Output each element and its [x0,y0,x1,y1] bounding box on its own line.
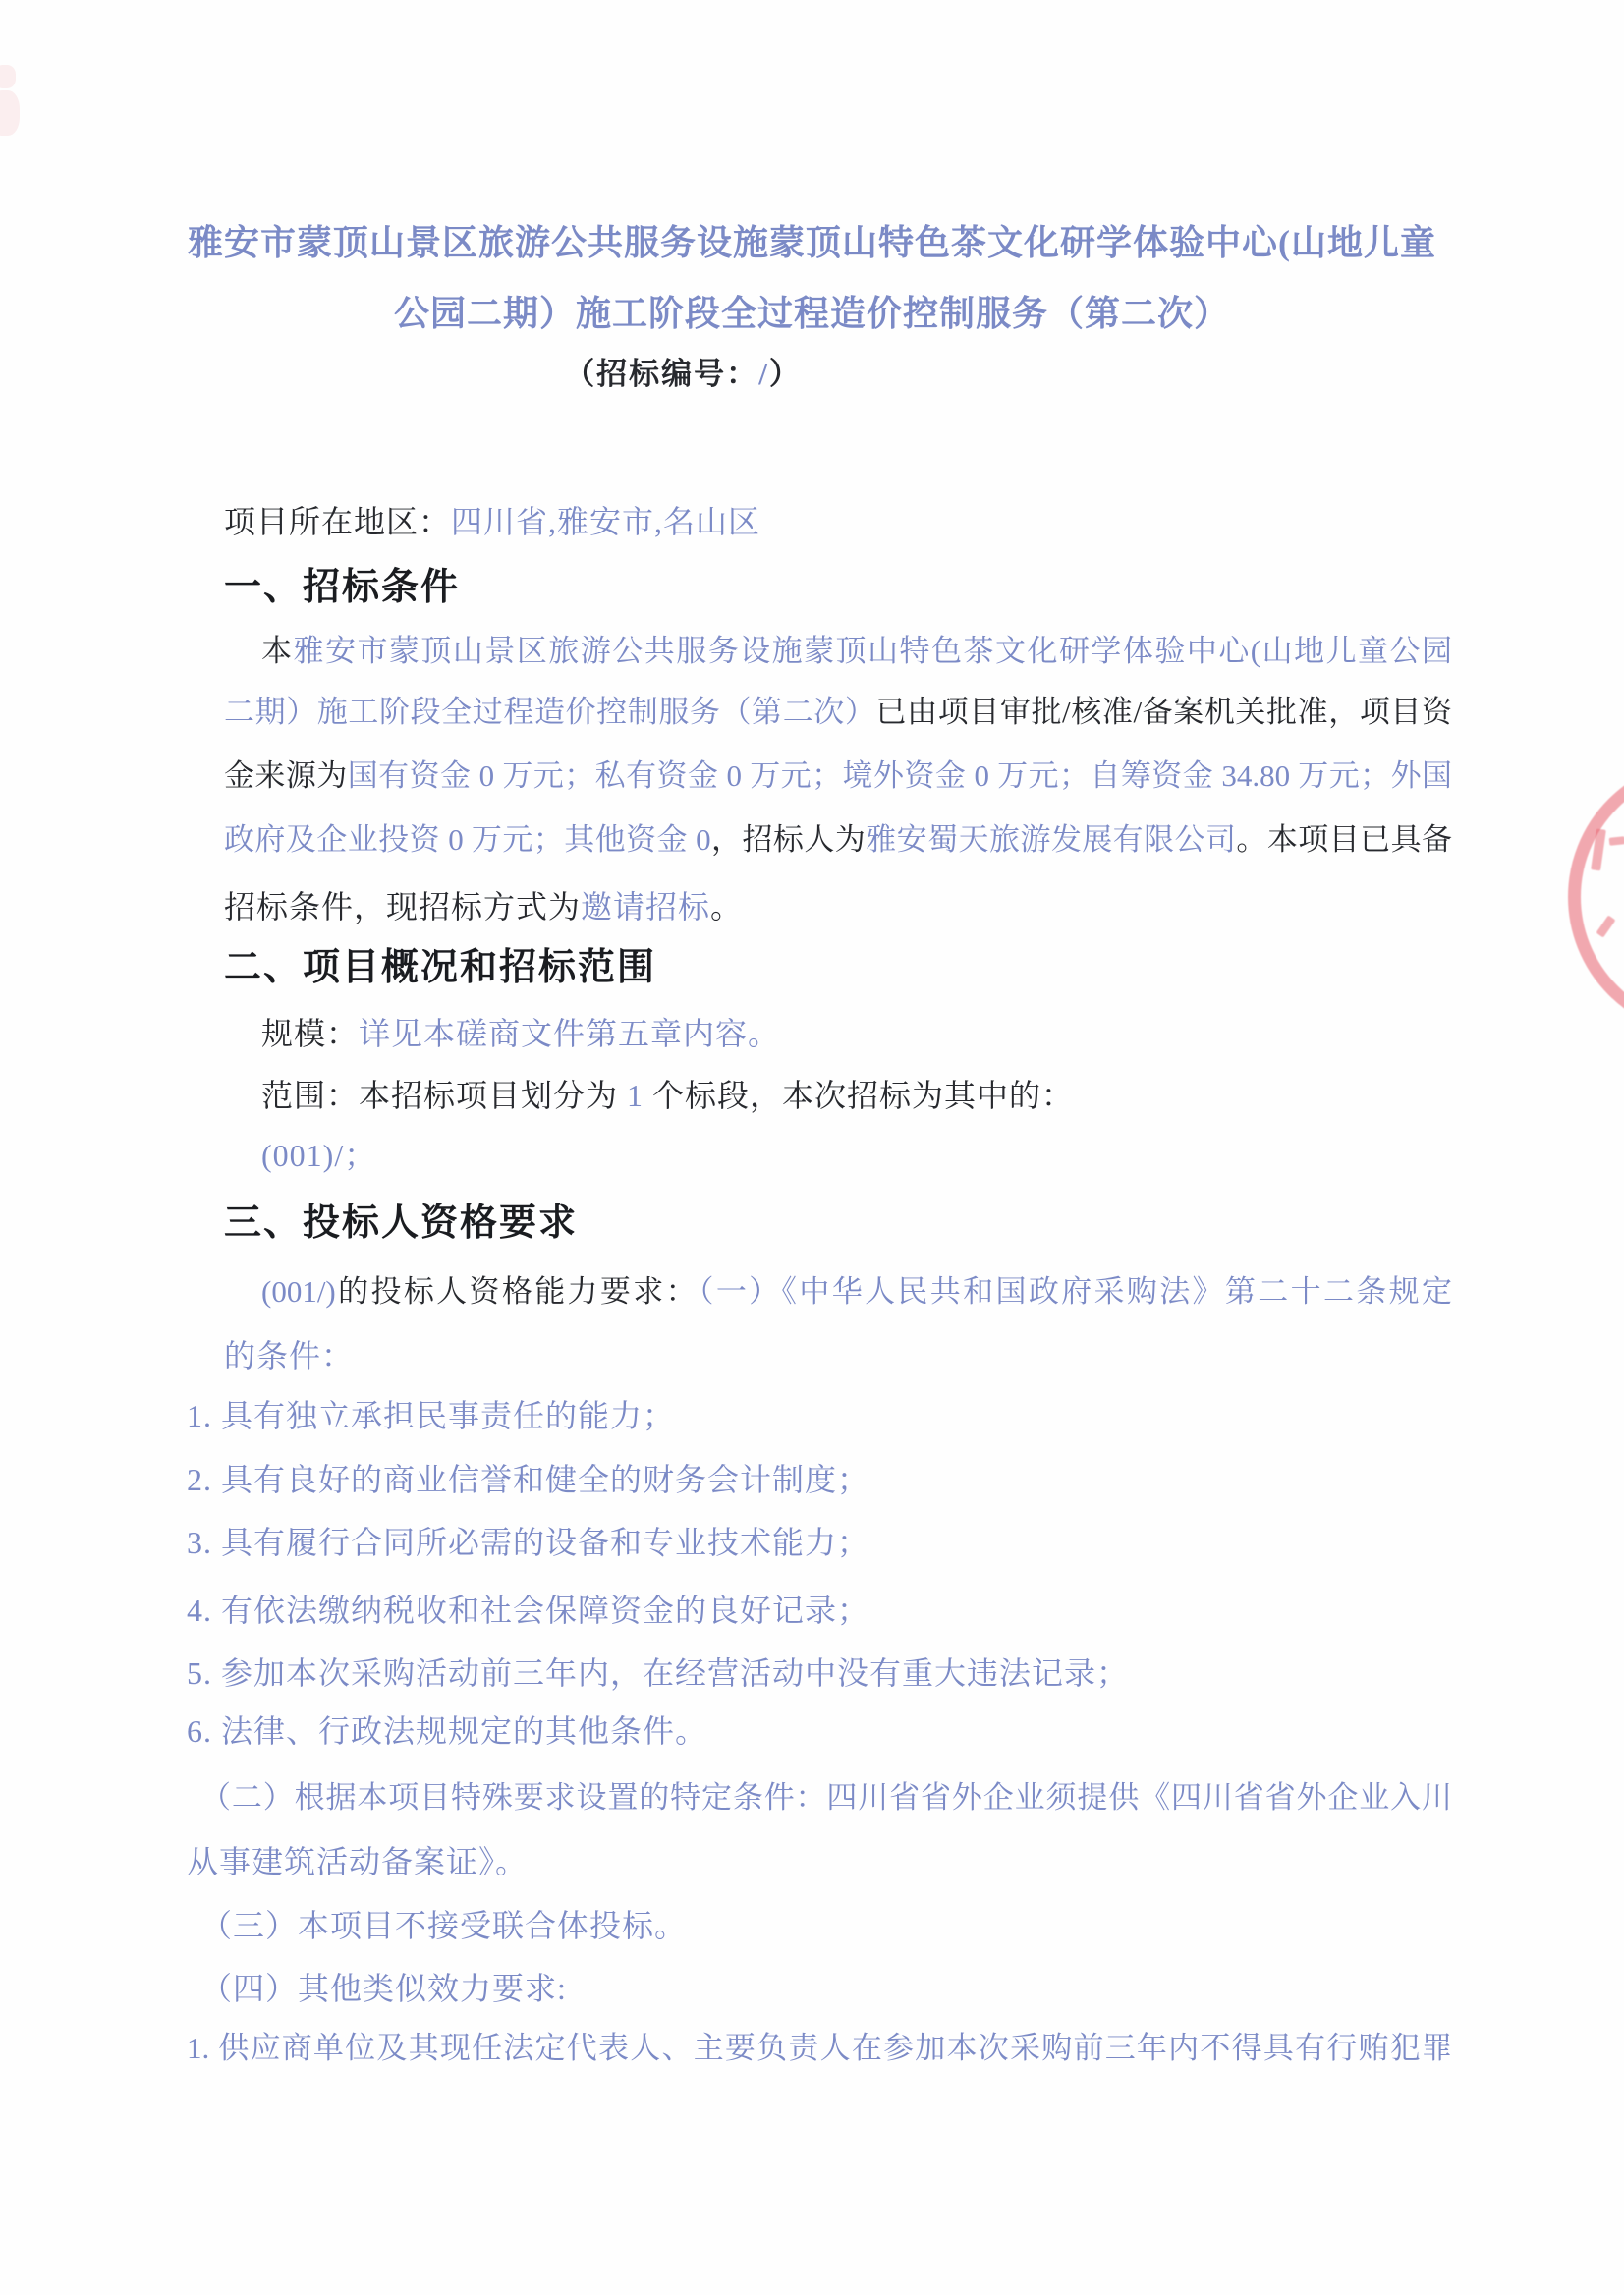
text-segment: 范围：本招标项目划分为 [261,1078,628,1113]
text-segment: 招标条件，现招标方式为 [224,889,582,924]
text-segment: (001/) [261,1274,336,1309]
section-2-heading: 二、项目概况和招标范围 [224,947,657,988]
text-segment: 国有资金 0 万元；私有资金 0 万元；境外资金 0 万元；自筹资金 34.80 万元；外国 [347,758,1452,793]
tender-method-line [224,884,743,929]
qualification-item-2 [187,1457,869,1502]
text-segment: 邀请招标 [581,889,711,924]
text-segment: ，招标人为 [710,822,867,857]
text-segment: 雅安蜀天旅游发展有限公司 [866,822,1237,857]
text-segment: 政府及企业投资 0 万元；其他资金 0 [224,822,711,857]
text-segment: 4. 有依法缴纳税收和社会保障资金的良好记录； [187,1593,870,1628]
text-segment: 二期）施工阶段全过程造价控制服务（第二次） [224,695,876,729]
project-scale-line [261,1011,780,1056]
text-segment: 3. 具有履行合同所必需的设备和专业技术能力； [187,1525,870,1560]
special-condition-line-1 [200,1775,1452,1820]
text-segment: 的投标人资格能力要求： [335,1274,699,1309]
text-segment: 本 [261,634,294,668]
text-segment: 雅安市蒙顶山景区旅游公共服务设施蒙顶山特色茶文化研学体验中心(山地儿童公园 [293,634,1452,668]
funding-sources-line [224,754,1452,799]
seal-inner-mark [1609,836,1624,846]
text-segment: 5. 参加本次采购活动前三年内，在经营活动中没有重大违法记录； [187,1655,1130,1691]
project-location-line [224,499,760,544]
seal-inner-mark [1596,915,1616,937]
qualification-requirements-line-2 [224,1333,354,1378]
text-segment: （一）《中华人民共和国政府采购法》第二十二条规定 [698,1274,1452,1309]
text-segment: 1. 供应商单位及其现任法定代表人、主要负责人在参加本次采购前三年内不得具有行贿犯罪 [187,2031,1452,2065]
text-segment: 从事建筑活动备案证》。 [187,1844,529,1879]
text-segment: 四川省,雅安市,名山区 [451,504,761,539]
text-segment: / [758,357,769,391]
special-condition-line-2 [187,1839,528,1884]
supplier-requirement-line [187,2026,1452,2071]
tender-number-line [0,353,1366,396]
text-segment: 规模： [261,1016,360,1051]
seal-ring-arc [1568,758,1624,1036]
text-segment: 6. 法律、行政法规规定的其他条件。 [187,1713,708,1749]
qualification-item-4 [187,1588,869,1633]
qualification-item-3 [187,1520,869,1565]
other-requirements-line [200,1966,567,2011]
text-segment: 个标段，本次招标为其中的： [644,1078,1075,1113]
text-segment: （四）其他类似效力要求: [200,1971,567,2006]
qualification-item-6 [187,1708,707,1754]
text-segment: 2. 具有良好的商业信誉和健全的财务会计制度； [187,1462,870,1497]
text-segment: 的条件： [224,1338,355,1373]
text-segment: 详见本磋商文件第五章内容。 [359,1016,781,1051]
qualification-item-5 [187,1651,1129,1696]
text-segment: 。本项目已具备 [1236,822,1452,857]
scan-artifact [0,90,20,136]
text-segment: （二）根据本项目特殊要求设置的特定条件：四川省省外企业须提供《四川省省外企业入川 [200,1780,1452,1815]
text-segment: 金来源为 [224,758,348,793]
section-3-heading: 三、投标人资格要求 [224,1203,579,1244]
text-segment: 1. 具有独立承担民事责任的能力； [187,1398,676,1433]
seal-inner-mark [1591,829,1606,871]
text-segment: （三）本项目不接受联合体投标。 [200,1908,688,1943]
section-1-heading: 一、招标条件 [224,567,461,608]
text-segment: 。 [710,889,744,924]
no-consortium-line [200,1903,687,1948]
text-segment: (001)/； [261,1138,377,1173]
document-title-line-1: 雅安市蒙顶山景区旅游公共服务设施蒙顶山特色茶文化研学体验中心(山地儿童 [188,223,1436,262]
text-segment: 已由项目审批/核准/备案机关批准，项目资 [875,695,1452,729]
text-segment: 项目所在地区： [224,504,452,539]
tenderee-line [224,817,1452,863]
project-scope-line [261,1073,1074,1118]
text-segment: （招标编号： [564,357,759,391]
lot-number-line [261,1133,376,1178]
text-segment: 1 [627,1078,644,1113]
document-title-line-2: 公园二期）施工阶段全过程造价控制服务（第二次） [393,294,1230,333]
tender-conditions-line-1 [261,629,1452,674]
qualification-item-1 [187,1393,675,1438]
tender-conditions-line-2 [224,690,1452,735]
text-segment: ） [768,357,802,391]
qualification-requirements-line-1 [261,1269,1452,1315]
scan-artifact [0,65,16,88]
